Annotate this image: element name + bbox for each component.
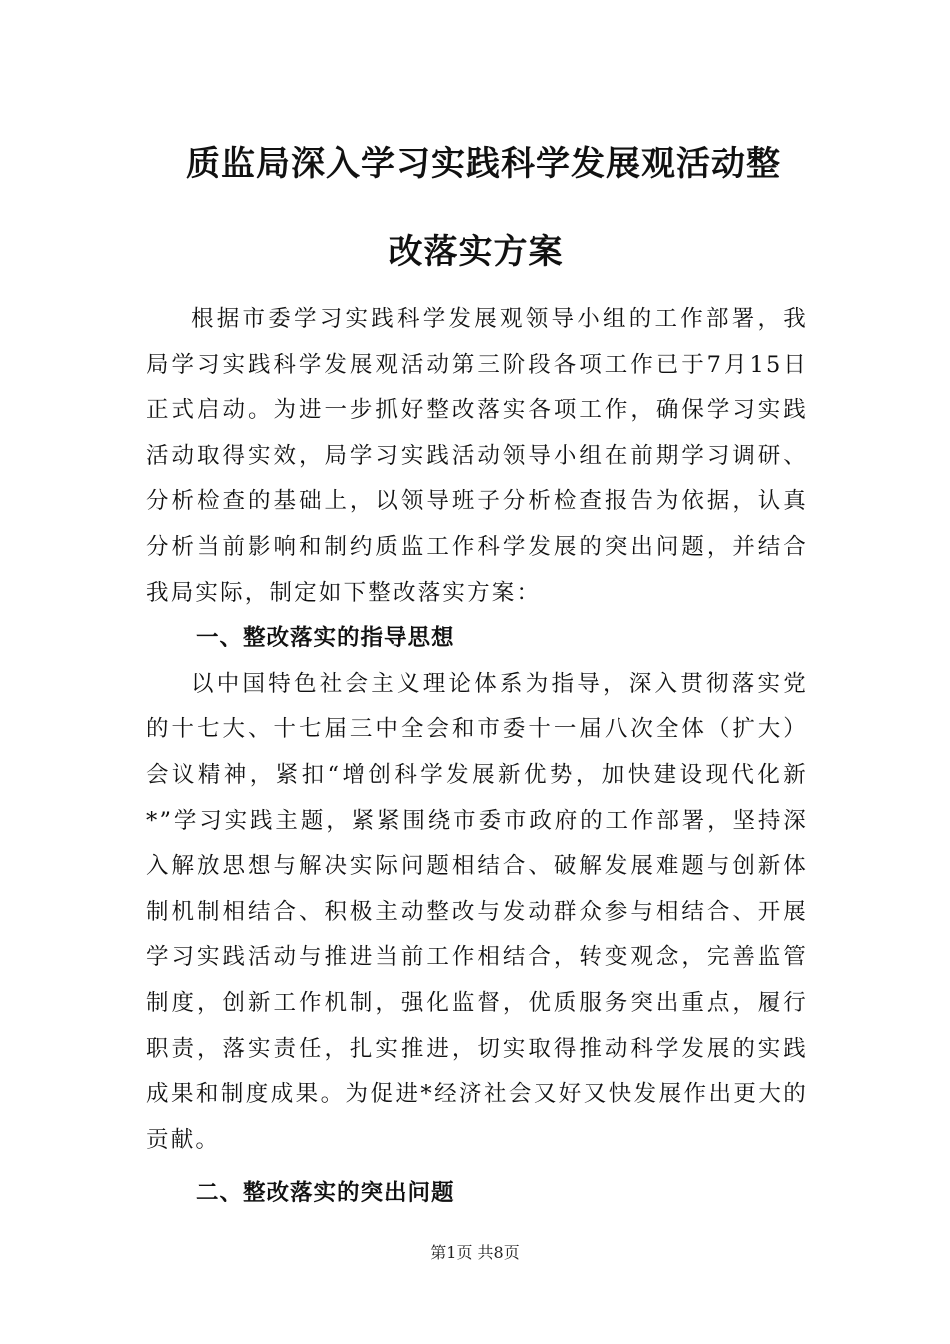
document-body: [146, 297, 808, 1217]
section-heading-guiding-ideology: 一、整改落实的指导思想: [196, 625, 455, 652]
document-title-line-1: 质监局深入学习实践科学发展观活动整: [186, 144, 781, 184]
section-heading-prominent-issues: 二、整改落实的突出问题: [196, 1180, 455, 1207]
page-number-footer: 第1页 共8页: [430, 1243, 520, 1262]
guiding-ideology-paragraph: 以中国特色社会主义理论体系为指导，深入贯彻落实党的十七大、十七届三中全会和市委十一届八次全体（扩大）会议精神，紧扣“增创科学发展新优势，加快建设现代化新*”学习实践主题，紧紧围绕市委市政府的工作部署，坚持深入解放思想与解决实际问题相结合、破解发展难题与创新体制机制相结合、积极主动整改与发动群众参与相结合、开展学习实践活动与推进当前工作相结合，转变观念，完善监管制度，创新工作机制，强化监督，优质服务突出重点，履行职责，落实责任，扎实推进，切实取得推动科学发展的实践成果和制度成果。为促进*经济社会又好又快发展作出更大的贡献。: [146, 670, 808, 1153]
document-title-line-2: 改落实方案: [388, 232, 564, 272]
intro-paragraph: 根据市委学习实践科学发展观领导小组的工作部署，我局学习实践科学发展观活动第三阶段各项工作已于7月15日正式启动。为进一步抓好整改落实各项工作，确保学习实践活动取得实效，局学习实践活动领导小组在前期学习调研、分析检查的基础上，以领导班子分析检查报告为依据，认真分析当前影响和制约质监工作科学发展的突出问题，并结合我局实际，制定如下整改落实方案：: [146, 306, 808, 606]
